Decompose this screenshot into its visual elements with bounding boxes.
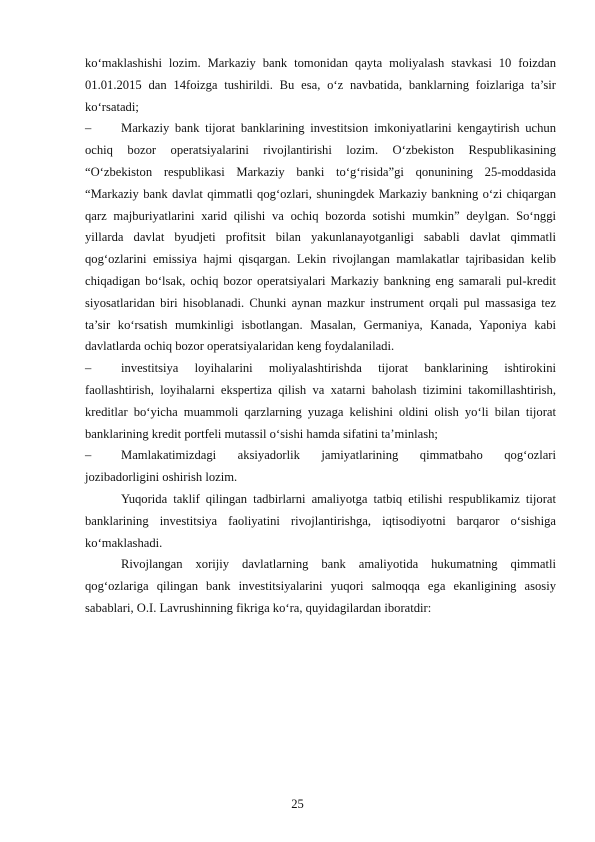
list-item (85, 358, 556, 445)
list-item-text: Markaziy bank tijorat banklarining investitsion imkoniyatlarini kengaytirish uchun ochiq bozor operatsiyalarini rivojlantirishi lozim. O‘zbekiston Respublikasining “O‘zbekiston respublikasi Markaziy banki to‘g‘risida”gi qonunining 25-moddasida “Markaziy bank davlat qimmatli qog‘ozlari, shuningdek Markaziy bankning o‘zi chiqargan qarz majburiyatlarini xarid qilishi va ochiq bozorda sotishi mumkin” deylgan. So‘nggi yillarda davlat byudjeti profitsit bilan yakunlanayotganligi sababli davlat qimmatli qog‘ozlarini emissiya hajmi qisqargan. Lekin rivojlangan mamlakatlar tajribasidan kelib chiqadigan bo‘lsak, ochiq bozor operatsiyalari Markaziy bankning eng samarali pul-kredit siyosatlaridan biri hisoblanadi. Chunki aynan mazkur instrument orqali pul massasiga tez ta’sir ko‘rsatish mumkinligi isbotlangan. Masalan, Germaniya, Kanada, Yaponiya kabi davlatlarda ochiq bozor operatsiyalaridan keng foydalaniladi. (85, 121, 556, 354)
dash-marker: – (85, 361, 92, 376)
paragraph-continuation: ko‘maklashishi lozim. Markaziy bank tomonidan qayta moliyalash stavkasi 10 foizdan 01.01.2015 dan 14foizga tushirildi. Bu esa, o‘z navbatida, banklarning foizlariga ta’sir ko‘rsatadi; (85, 56, 556, 114)
paragraph: Rivojlangan xorijiy davlatlarning bank amaliyotida hukumatning qimmatli qog‘ozlariga qilingan bank investitsiyalarini yuqori salmoqqa ega ekanligining asosiy sabablari, O.I. Lavrushinning fikriga ko‘ra, quyidagilardan iboratdir: (85, 557, 556, 615)
list-item (85, 445, 556, 489)
list-item-text: Mamlakatimizdagi aksiyadorlik jamiyatlarining qimmatbaho qog‘ozlari jozibadorligini oshirish lozim. (85, 448, 556, 485)
list-item (85, 118, 556, 358)
list-item-text: investitsiya loyihalarini moliyalashtirishda tijorat banklarining ishtirokini faollashtirish, loyihalarni ekspertiza qilish va xatarni baholash tizimini takomillashtirish, kreditlar bo‘yicha muammoli qarzlarning yuzaga kelishini oldini olish yo‘li bilan tijorat banklarining kredit portfeli mutassil o‘sishi hamda sifatini ta’minlash; (85, 361, 556, 441)
dash-marker: – (85, 448, 92, 463)
dash-marker: – (85, 121, 92, 136)
document-body (85, 53, 556, 620)
paragraph: Yuqorida taklif qilingan tadbirlarni amaliyotga tatbiq etilishi respublikamiz tijorat banklarining investitsiya faoliyatini rivojlantirishga, iqtisodiyotni barqaror o‘sishiga ko‘maklashadi. (85, 491, 556, 550)
page-number: 25 (291, 797, 304, 811)
